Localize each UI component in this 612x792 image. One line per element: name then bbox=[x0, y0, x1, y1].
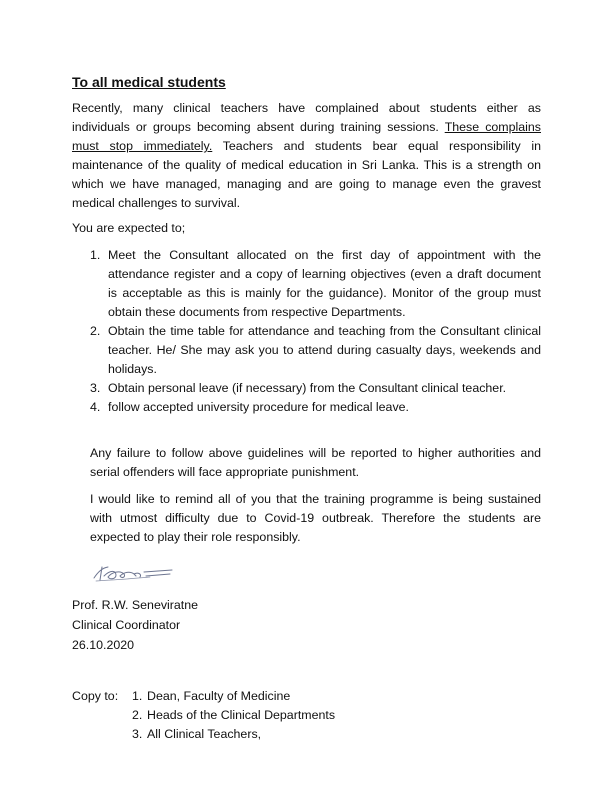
list-item-text: Obtain personal leave (if necessary) from the Consultant clinical teacher. bbox=[108, 381, 507, 395]
list-item-number: 1. bbox=[132, 689, 143, 703]
list-item-text: Obtain the time table for attendance and teaching from the Consultant clinical teacher. He/ She may ask you to attend during casualty days, weekends and holidays. bbox=[108, 324, 541, 376]
signer-block bbox=[72, 596, 198, 656]
list-item-number: 3. bbox=[90, 381, 101, 395]
list-item-text: Heads of the Clinical Departments bbox=[147, 708, 336, 722]
copy-to-label: Copy to: bbox=[72, 689, 119, 703]
intro-underlined-text: These complains must stop immediately. bbox=[72, 120, 541, 153]
expected-heading: You are expected to; bbox=[72, 221, 186, 235]
copy-to-block bbox=[72, 687, 335, 744]
list-item bbox=[90, 246, 541, 322]
warning-paragraph: Any failure to follow above guidelines will be reported to higher authorities and serial offenders will face appropriate punishment. bbox=[90, 446, 541, 479]
signer-role: Clinical Coordinator bbox=[72, 618, 181, 632]
list-item-text: follow accepted university procedure for medical leave. bbox=[108, 400, 409, 414]
signer-name: Prof. R.W. Seneviratne bbox=[72, 598, 199, 612]
list-item-number: 2. bbox=[90, 324, 101, 338]
list-item-number: 2. bbox=[132, 708, 143, 722]
expectations-list bbox=[90, 246, 541, 417]
list-item bbox=[132, 725, 335, 744]
intro-text-1: Recently, many clinical teachers have complained about students either as individuals or groups becoming absent during training sessions. bbox=[72, 101, 541, 134]
list-item-number: 1. bbox=[90, 248, 101, 262]
list-item bbox=[90, 322, 541, 379]
reminder-paragraph: I would like to remind all of you that the training programme is being sustained with utmost difficulty due to Covid-19 outbreak. Therefore the students are expected to play their role responsibly. bbox=[90, 492, 541, 544]
list-item bbox=[90, 398, 541, 417]
list-item bbox=[132, 687, 335, 706]
list-item bbox=[90, 379, 541, 398]
letter-title: To all medical students bbox=[72, 74, 226, 90]
list-item-number: 4. bbox=[90, 400, 101, 414]
list-item-text: Dean, Faculty of Medicine bbox=[147, 689, 291, 703]
intro-paragraph bbox=[72, 99, 541, 213]
letter-date: 26.10.2020 bbox=[72, 638, 135, 652]
list-item bbox=[132, 706, 335, 725]
list-item-text: Meet the Consultant allocated on the first day of appointment with the attendance register and a copy of learning objectives (even a draft document is acceptable as this is mainly for the guidance). Monitor of the group must obtain these documents from respective Departments. bbox=[108, 248, 541, 319]
intro-text-2: Teachers and students bear equal responsibility in maintenance of the quality of medical education in Sri Lanka. This is a strength on which we have managed, managing and are going to manage even the gravest medical challenges to survival. bbox=[72, 139, 541, 210]
list-item-text: All Clinical Teachers, bbox=[147, 727, 262, 741]
copy-to-list bbox=[132, 687, 335, 744]
handwritten-signature-icon bbox=[90, 558, 180, 586]
list-item-number: 3. bbox=[132, 727, 143, 741]
